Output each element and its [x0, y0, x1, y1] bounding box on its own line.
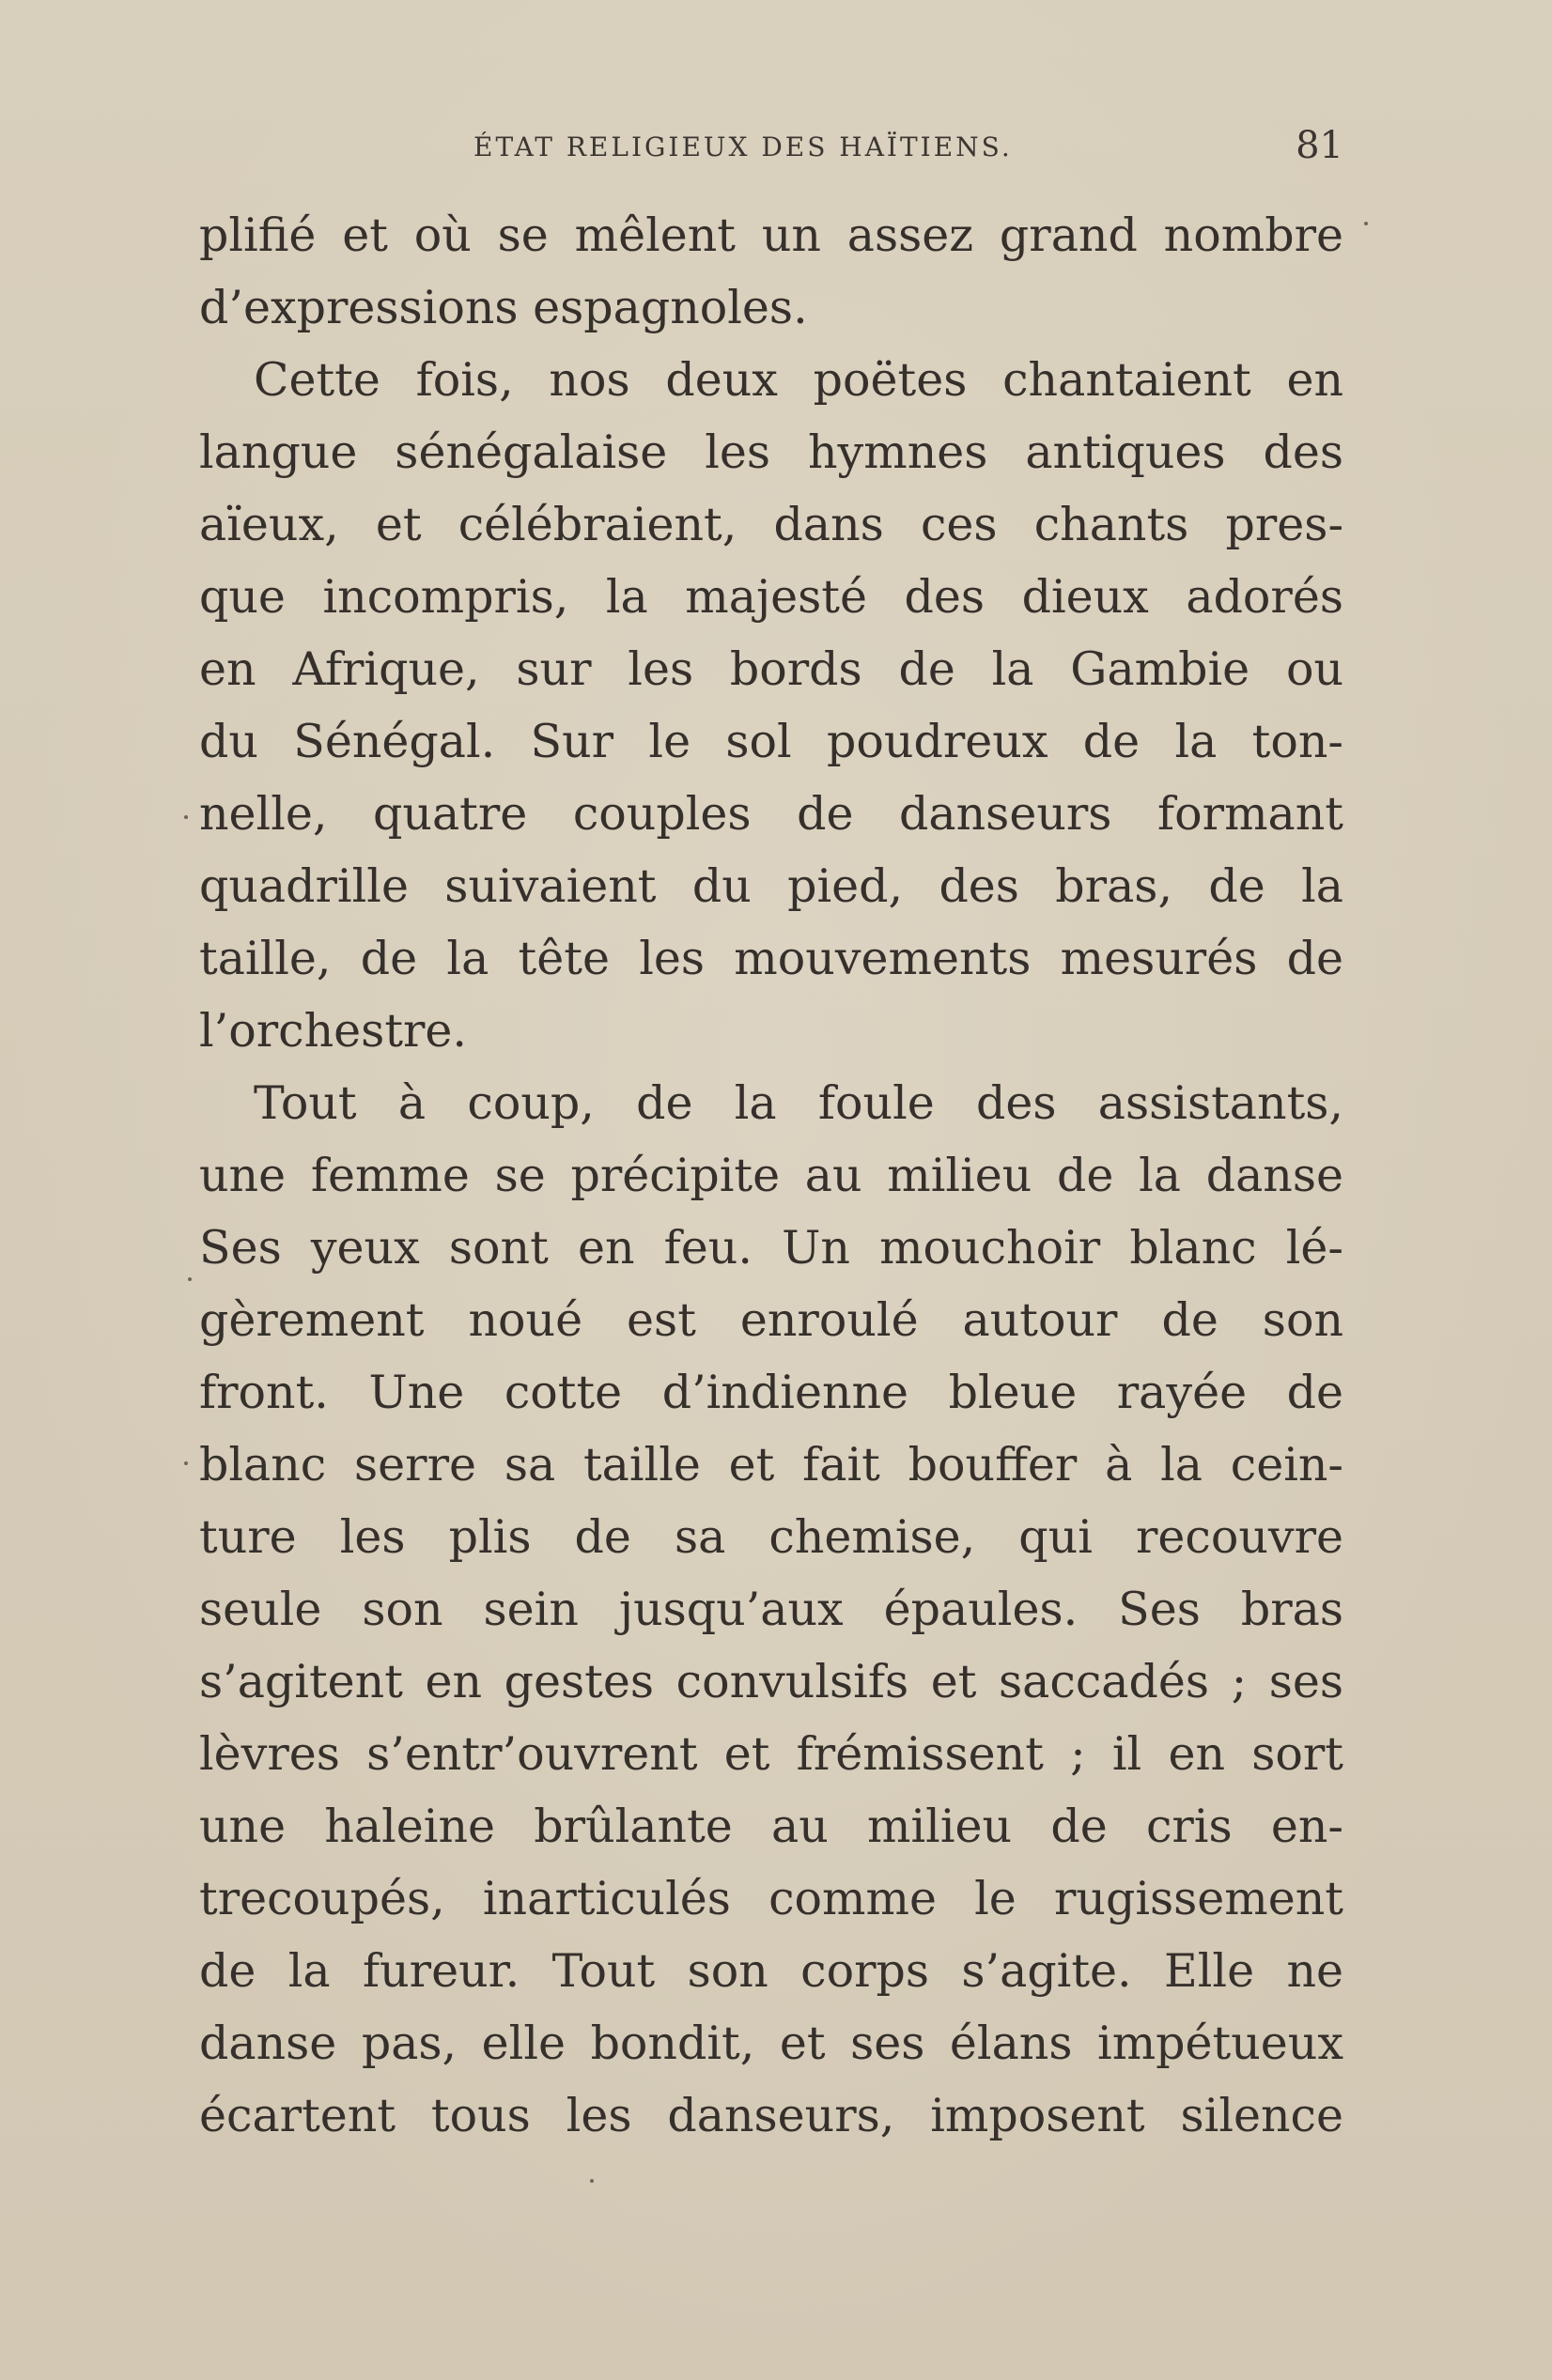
page-number: 81: [1296, 124, 1343, 167]
text-line: gèrement noué est enroulé autour de son: [199, 1293, 1343, 1347]
text-line: front. Une cotte d’indienne bleue rayée de: [199, 1366, 1343, 1419]
running-title: ÉTAT RELIGIEUX DES HAÏTIENS.: [473, 131, 1013, 162]
text-line: blanc serre sa taille et fait bouffer à la cein-: [199, 1438, 1343, 1491]
text-line: danse pas, elle bondit, et ses élans impétueux: [199, 2017, 1343, 2070]
ink-speck: [184, 815, 188, 819]
text-line: lèvres s’entr’ouvrent et frémissent ; il en sort: [199, 1727, 1343, 1781]
text-line: Tout à coup, de la foule des assistants,: [254, 1076, 1343, 1130]
text-line: seule son sein jusqu’aux épaules. Ses bras: [199, 1583, 1343, 1636]
text-line: Cette fois, nos deux poëtes chantaient en: [254, 353, 1343, 407]
text-line: que incompris, la majesté des dieux adorés: [199, 570, 1343, 624]
ink-speck: [184, 1461, 188, 1465]
text-line: ture les plis de sa chemise, qui recouvre: [199, 1510, 1343, 1564]
text-line: nelle, quatre couples de danseurs formant: [199, 787, 1343, 841]
text-line: aïeux, et célébraient, dans ces chants pres-: [199, 498, 1343, 551]
ink-speck: [1364, 222, 1368, 225]
text-line: d’expressions espagnoles.: [199, 281, 808, 334]
text-line: s’agitent en gestes convulsifs et saccadés ; ses: [199, 1655, 1343, 1708]
text-line: langue sénégalaise les hymnes antiques des: [199, 425, 1343, 479]
text-line: du Sénégal. Sur le sol poudreux de la ton-: [199, 715, 1343, 768]
ink-speck: [590, 2179, 594, 2183]
text-line: trecoupés, inarticulés comme le rugissement: [199, 1872, 1343, 1925]
text-line: taille, de la tête les mouvements mesurés de: [199, 932, 1343, 985]
text-line: plifié et où se mêlent un assez grand nombre: [199, 209, 1343, 262]
text-line: quadrille suivaient du pied, des bras, de la: [199, 859, 1343, 913]
text-line: une femme se précipite au milieu de la danse: [199, 1149, 1343, 1202]
text-line: Ses yeux sont en feu. Un mouchoir blanc lé-: [199, 1221, 1343, 1275]
body-text: [199, 199, 1343, 2152]
text-line: une haleine brûlante au milieu de cris en-: [199, 1800, 1343, 1853]
running-head: [199, 124, 1343, 173]
text-line: de la fureur. Tout son corps s’agite. Elle ne: [199, 1944, 1343, 1998]
text-line: l’orchestre.: [199, 1004, 468, 1058]
text-line: en Afrique, sur les bords de la Gambie ou: [199, 642, 1343, 696]
text-line: écartent tous les danseurs, imposent silence: [199, 2089, 1343, 2142]
ink-speck: [188, 1277, 192, 1281]
